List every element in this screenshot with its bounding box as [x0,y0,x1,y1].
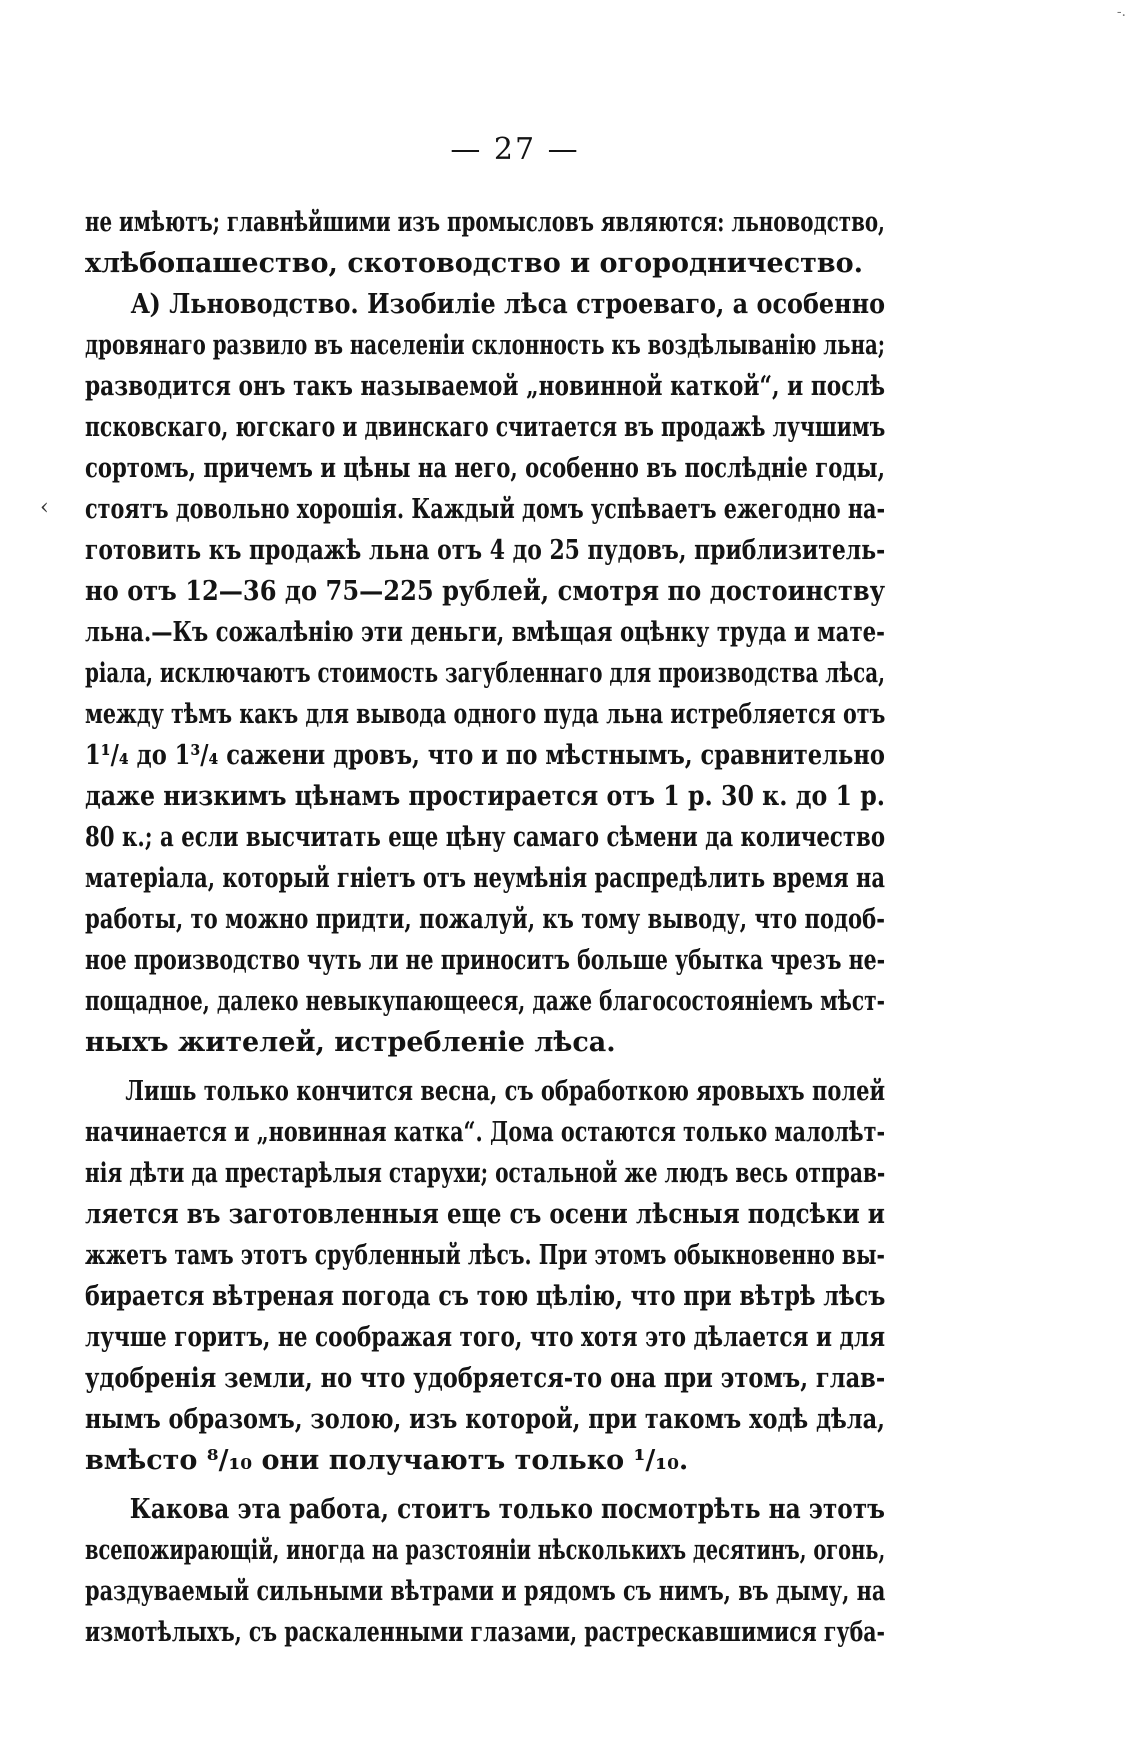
text-line: стоятъ довольно хорошія. Каждый домъ успѣваетъ ежегодно на- [85,494,886,525]
text-line: лучше горитъ, не соображая того, что хотя это дѣлается и для [85,1322,886,1353]
text-line: льна.—Къ сожалѣнію эти деньги, вмѣщая оцѣнку труда и мате- [85,617,886,648]
text-line: ныхъ жителей, истребленіе лѣса. [85,1027,616,1058]
text-line: матеріала, который гніетъ отъ неумѣнія распредѣлить время на [85,863,886,894]
text-line: нія дѣти да престарѣлыя старухи; остальной же людъ весь отправ- [85,1158,886,1189]
text-line: нымъ образомъ, золою, изъ которой, при такомъ ходѣ дѣла, [85,1404,885,1435]
text-line: вмѣсто ⁸/₁₀ они получаютъ только ¹/₁₀. [85,1445,689,1476]
text-line: измотѣлыхъ, съ раскаленными глазами, растрескавшимися губа- [85,1617,886,1648]
text-line: всепожирающій, иногда на разстояніи нѣсколькихъ десятинъ, огонь, [85,1535,886,1566]
text-line: даже низкимъ цѣнамъ простирается отъ 1 р. 30 к. до 1 р. [85,781,885,812]
section-heading-line: A) Льноводство. Изобиліе лѣса строеваго, а особенно [131,289,886,320]
body-text [85,202,885,1653]
text-line: готовить къ продажѣ льна отъ 4 до 25 пудовъ, приблизитель- [85,535,886,566]
text-line: 1¹/₄ до 1³/₄ сажени дровъ, что и по мѣстнымъ, сравнительно [85,740,885,771]
text-line: работы, то можно придти, пожалуй, къ тому выводу, что подоб- [85,904,885,935]
text-line: но отъ 12—36 до 75—225 рублей, смотря по достоинству [85,576,886,607]
text-line: ріала, исключаютъ стоимость загубленнаго для производства лѣса, [85,658,885,689]
paragraph-start-line: Лишь только кончится весна, съ обработкою яровыхъ полей [125,1076,886,1107]
text-line: псковскаго, югскаго и двинскаго считается въ продажѣ лучшимъ [85,412,886,443]
text-line: жжетъ тамъ этотъ срубленный лѣсъ. При этомъ обыкновенно вы- [85,1240,885,1271]
text-line: не имѣютъ; главнѣйшими изъ промысловъ являются: льноводство, [85,207,885,238]
margin-mark: ‹ [40,495,49,520]
text-line: сортомъ, причемъ и цѣны на него, особенно въ послѣдніе годы, [85,453,885,484]
text-line: 80 к.; а если высчитать еще цѣну самаго сѣмени да количество [85,822,885,853]
corner-mark: -. [1116,4,1126,20]
text-line: пощадное, далеко невыкупающееся, даже благосостояніемъ мѣст- [85,986,886,1017]
text-line: ляется въ заготовленныя еще съ осени лѣсныя подсѣки и [85,1199,885,1230]
text-line: хлѣбопашество, скотоводство и огородничество. [85,248,864,279]
text-line: удобренія земли, но что удобряется-то она при этомъ, глав- [85,1363,886,1394]
page-number: — 27 — [450,132,580,167]
text-line: начинается и „новинная катка“. Дома остаются только малолѣт- [85,1117,886,1148]
text-line: раздуваемый сильными вѣтрами и рядомъ съ нимъ, въ дыму, на [85,1576,886,1607]
text-line: разводится онъ такъ называемой „новинной каткой“, и послѣ [85,371,885,402]
text-line: между тѣмъ какъ для вывода одного пуда льна истребляется отъ [85,699,886,730]
paragraph-start-line: Какова эта работа, стоитъ только посмотрѣть на этотъ [129,1494,885,1525]
text-line: бирается вѣтреная погода съ тою цѣлію, что при вѣтрѣ лѣсъ [85,1281,886,1312]
text-line: дровянаго развило въ населеніи склонность къ воздѣлыванію льна; [85,330,886,361]
text-line: ное производство чуть ли не приноситъ больше убытка чрезъ не- [85,945,886,976]
